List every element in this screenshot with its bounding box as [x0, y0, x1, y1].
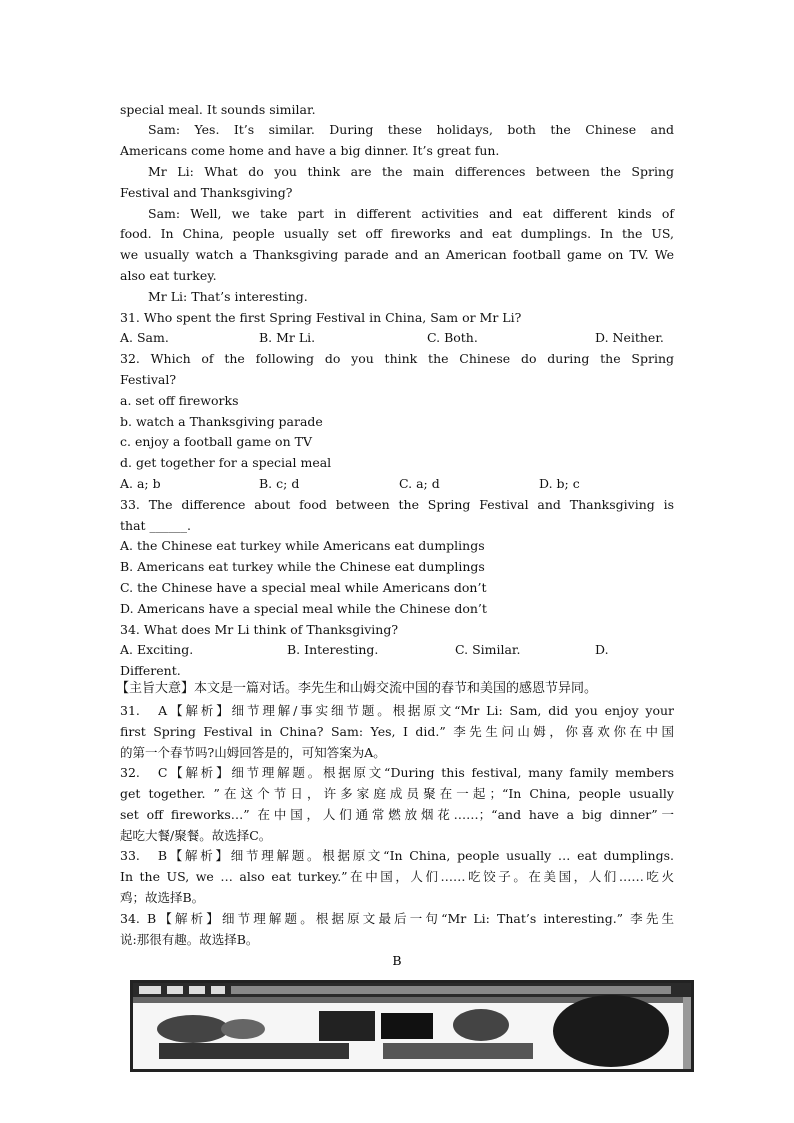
question-31-stem: 31. Who spent the first Spring Festival in China, Sam or Mr Li?	[120, 310, 522, 325]
analysis-line: 鸡；故选择B。	[120, 890, 205, 905]
scanned-webpage-image	[130, 980, 694, 1072]
dialogue-line: Festival and Thanksgiving?	[120, 185, 293, 200]
question-32-stem-cont: Festival?	[120, 372, 177, 387]
analysis-line: 的第一个春节吗?山姆回答是的，可知答案为A。	[120, 745, 386, 760]
q34-option-d: D.	[595, 642, 609, 657]
analysis-line: 33. B【解析】细节理解题。根据原文“In China, people usually … eat dumplings.	[120, 848, 674, 863]
dialogue-line: Mr Li: What do you think are the main differences between the Spring	[148, 164, 674, 179]
dialogue-line: food. In China, people usually set off fireworks and eat dumplings. In the US,	[120, 226, 674, 241]
dialogue-line: we usually watch a Thanksgiving parade and an American football game on TV. We	[120, 247, 674, 262]
q34-option-d-wrap: Different.	[120, 663, 181, 678]
q33-option-a: A. the Chinese eat turkey while Americans eat dumplings	[120, 538, 485, 553]
analysis-line: set off fireworks…” 在中国，人们通常燃放烟花……；“and have a big dinner”一	[120, 807, 674, 822]
analysis-line: 说:那很有趣。故选择B。	[120, 932, 259, 947]
analysis-line: 34. B【解析】细节理解题。根据原文最后一句“Mr Li: That’s interesting.” 李先生	[120, 911, 674, 926]
q34-option-b: B. Interesting.	[287, 642, 379, 657]
section-label: B	[392, 953, 402, 968]
q33-option-b: B. Americans eat turkey while the Chinese eat dumplings	[120, 559, 485, 574]
analysis-line: 32. C【解析】细节理解题。根据原文“During this festival, many family members	[120, 765, 674, 780]
question-34-stem: 34. What does Mr Li think of Thanksgiving?	[120, 622, 399, 637]
analysis-line: first Spring Festival in China? Sam: Yes, I did.” 李先生问山姆，你喜欢你在中国	[120, 724, 674, 739]
dialogue-line: Sam: Yes. It’s similar. During these holidays, both the Chinese and	[148, 122, 674, 137]
summary: 【主旨大意】本文是一篇对话。李先生和山姆交流中国的春节和美国的感恩节异同。	[116, 681, 598, 696]
analysis-line: In the US, we … also eat turkey.”在中国，人们……吃饺子。在美国，人们……吃火	[120, 869, 674, 884]
dialogue-line: Sam: Well, we take part in different activities and eat different kinds of	[148, 206, 674, 221]
q32-option-d: D. b; c	[539, 476, 580, 491]
question-33-stem: 33. The difference about food between the Spring Festival and Thanksgiving is	[120, 497, 674, 512]
q32-item: c. enjoy a football game on TV	[120, 434, 312, 449]
question-33-stem-cont: that ______.	[120, 518, 191, 533]
dialogue-line: special meal. It sounds similar.	[120, 102, 316, 117]
analysis-line: get together. ”在这个节日，许多家庭成员聚在一起；“In China, people usually	[120, 786, 674, 801]
webpage-screenshot-graphic	[133, 983, 691, 1069]
analysis-line: 31. A【解析】细节理解/事实细节题。根据原文“Mr Li: Sam, did you enjoy your	[120, 703, 674, 718]
q31-option-b: B. Mr Li.	[259, 330, 316, 345]
q33-option-c: C. the Chinese have a special meal while Americans don’t	[120, 580, 487, 595]
q31-option-a: A. Sam.	[120, 330, 169, 345]
q32-item: a. set off fireworks	[120, 393, 239, 408]
q32-item: d. get together for a special meal	[120, 455, 332, 470]
q31-option-d: D. Neither.	[595, 330, 664, 345]
q34-option-c: C. Similar.	[455, 642, 521, 657]
q32-option-c: C. a; d	[399, 476, 440, 491]
question-32-stem: 32. Which of the following do you think the Chinese do during the Spring	[120, 351, 674, 366]
q32-option-a: A. a; b	[120, 476, 161, 491]
dialogue-line: Americans come home and have a big dinner. It’s great fun.	[120, 143, 500, 158]
q31-option-c: C. Both.	[427, 330, 478, 345]
dialogue-line: also eat turkey.	[120, 268, 217, 283]
q33-option-d: D. Americans have a special meal while the Chinese don’t	[120, 601, 487, 616]
q32-item: b. watch a Thanksgiving parade	[120, 414, 323, 429]
dialogue-line: Mr Li: That’s interesting.	[148, 289, 308, 304]
q34-option-a: A. Exciting.	[120, 642, 194, 657]
q32-option-b: B. c; d	[259, 476, 300, 491]
analysis-line: 起吃大餐/聚餐。故选择C。	[120, 828, 272, 843]
